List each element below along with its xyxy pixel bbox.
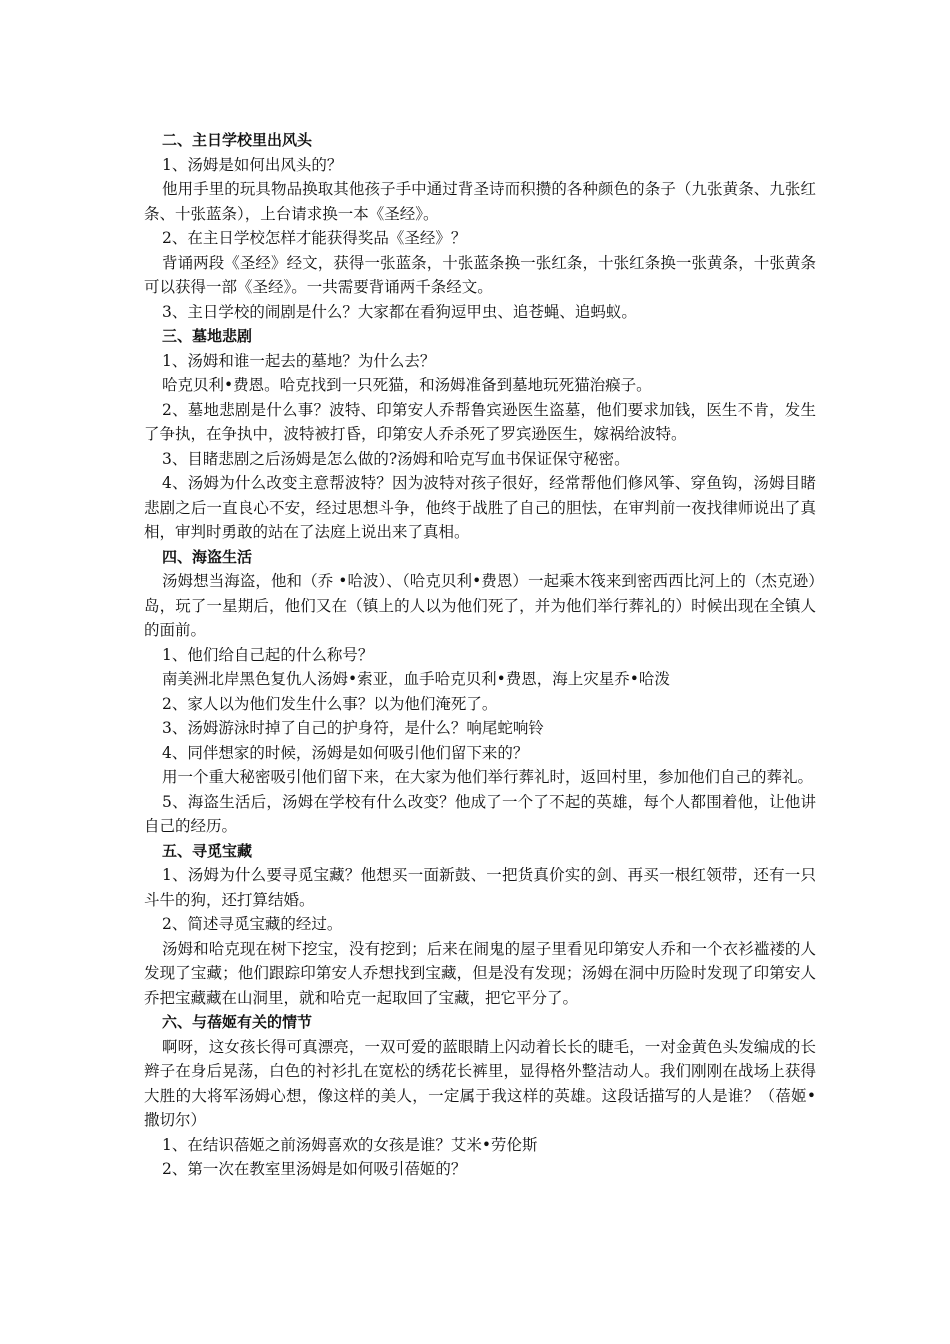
question: 1、他们给自己起的什么称号？: [162, 645, 374, 664]
question: 4、汤姆为什么改变主意帮波特？因为波特对孩子很好，经常帮他们修风筝、穿鱼钩，汤姆目睹悲剧之后一直良心不安，经过思想斗争，他终于战胜了自己的胆怯，在审判前一夜找律师说出了真相，审判时勇敢的站在了法庭上说出来了真相。: [144, 474, 816, 541]
answer: 他用手里的玩具物品换取其他孩子手中通过背圣诗而积攒的各种颜色的条子（九张黄条、九张红条、十张蓝条），上台请求换一本《圣经》。: [144, 180, 816, 223]
answer: 哈克贝利•费恩。哈克找到一只死猫，和汤姆准备到墓地玩死猫治瘊子。: [162, 376, 652, 394]
section-heading: 二、主日学校里出风头: [162, 131, 313, 149]
question: 2、墓地悲剧是什么事？波特、印第安人乔帮鲁宾逊医生盗墓，他们要求加钱，医生不肯，发生了争执，在争执中，波特被打昏，印第安人乔杀死了罗宾逊医生，嫁祸给波特。: [144, 400, 816, 443]
question: 3、主日学校的闹剧是什么？大家都在看狗逗甲虫、追苍蝇、追蚂蚁。: [162, 302, 637, 321]
question: 1、汤姆和谁一起去的墓地？为什么去？: [162, 351, 436, 370]
question: 1、在结识蓓姬之前汤姆喜欢的女孩是谁？艾米•劳伦斯: [162, 1135, 538, 1154]
question: 2、在主日学校怎样才能获得奖品《圣经》？: [162, 229, 467, 247]
answer: 背诵两段《圣经》经文，获得一张蓝条，十张蓝条换一张红条，十张红条换一张黄条，十张黄条可以获得一部《圣经》。一共需要背诵两千条经文。: [144, 253, 816, 296]
question: 2、简述寻觅宝藏的经过。: [162, 915, 343, 933]
answer: 南美洲北岸黑色复仇人汤姆•索亚，血手哈克贝利•费恩，海上灾星乔•哈泼: [162, 670, 670, 688]
question: 3、汤姆游泳时掉了自己的护身符，是什么？响尾蛇响铃: [162, 719, 544, 737]
question: 3、目睹悲剧之后汤姆是怎么做的?汤姆和哈克写血书保证保守秘密。: [162, 449, 630, 468]
answer: 汤姆和哈克现在树下挖宝，没有挖到；后来在闹鬼的屋子里看见印第安人乔和一个衣衫褴褛的人发现了宝藏；他们跟踪印第安人乔想找到宝藏，但是没有发现；汤姆在洞中历险时发现了印第安人乔把宝藏藏在山洞里，就和哈克一起取回了宝藏，把它平分了。: [144, 939, 816, 1007]
section-heading: 五、寻觅宝藏: [162, 841, 253, 860]
section-heading: 六、与蓓姬有关的情节: [162, 1013, 313, 1031]
paragraph: 汤姆想当海盗，他和（乔 •哈波）、（哈克贝利•费恩）一起乘木筏来到密西西比河上的（杰克逊）岛，玩了一星期后，他们又在（镇上的人以为他们死了，并为他们举行葬礼的）时候出现在全镇人的面前。: [144, 572, 816, 639]
document-page: [144, 128, 816, 1182]
question: 2、家人以为他们发生什么事？以为他们淹死了。: [162, 694, 498, 713]
question: 4、同伴想家的时候，汤姆是如何吸引他们留下来的？: [162, 743, 529, 762]
question: 1、汤姆为什么要寻觅宝藏？他想买一面新鼓、一把货真价实的剑、再买一根红领带，还有一只斗牛的狗，还打算结婚。: [144, 866, 816, 909]
section-heading: 三、墓地悲剧: [162, 327, 253, 345]
question: 1、汤姆是如何出风头的？: [162, 155, 343, 174]
section-heading: 四、海盗生活: [162, 547, 253, 566]
question: 2、第一次在教室里汤姆是如何吸引蓓姬的？: [162, 1160, 467, 1178]
answer: 用一个重大秘密吸引他们留下来，在大家为他们举行葬礼时，返回村里，参加他们自己的葬礼。: [162, 768, 814, 786]
paragraph: 啊呀，这女孩长得可真漂亮，一双可爱的蓝眼睛上闪动着长长的睫毛，一对金黄色头发编成的长辫子在身后晃荡，白色的衬衫扎在宽松的绣花长裤里，显得格外整洁动人。我们刚刚在战场上获得大胜的大将军汤姆心想，像这样的美人，一定属于我这样的英雄。这段话描写的人是谁？（蓓姬•撒切尔）: [144, 1037, 816, 1129]
question: 5、海盗生活后，汤姆在学校有什么改变？他成了一个了不起的英雄，每个人都围着他，让他讲自己的经历。: [144, 792, 816, 835]
